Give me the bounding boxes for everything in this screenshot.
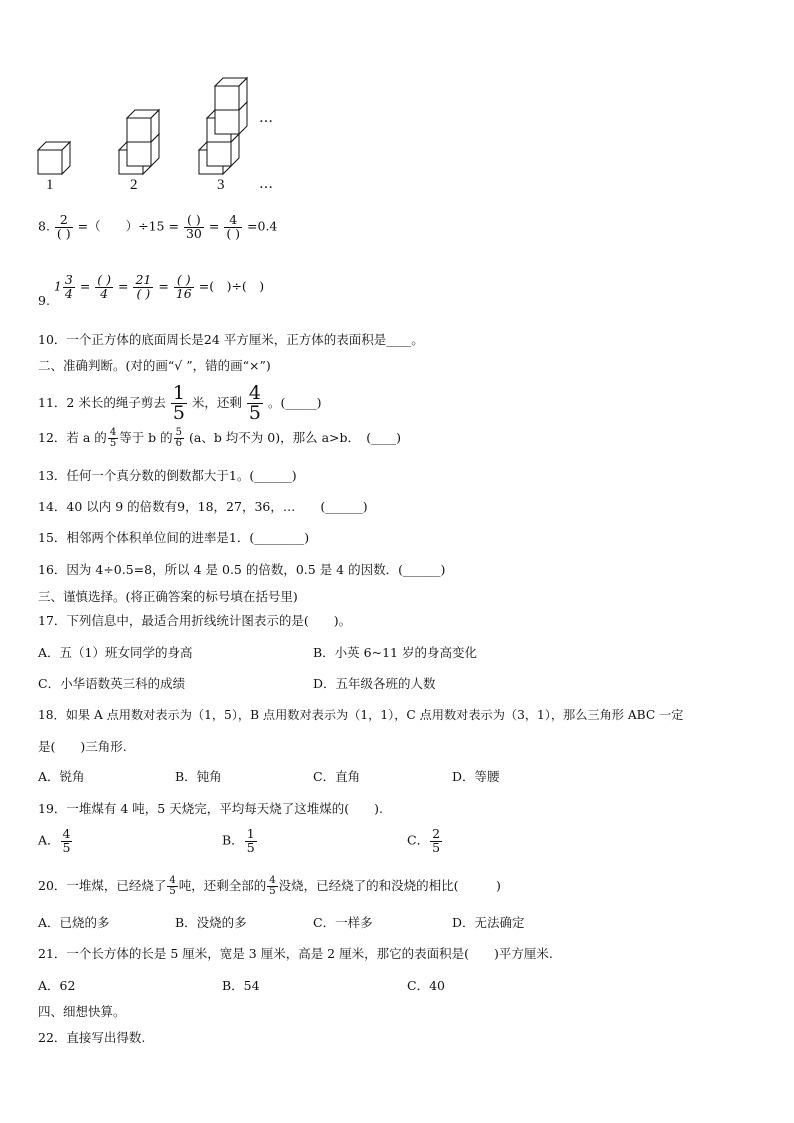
- q12-fraction-1: $\frac{4}{5}$: [109, 427, 117, 449]
- q8-equals: =: [168, 218, 179, 234]
- question-12: [38, 428, 401, 449]
- q8-number: 8.: [38, 218, 50, 234]
- q8-fraction-2: $\frac{( )}{30}$: [185, 212, 202, 241]
- q20-pre: 20．一堆煤，已经烧了: [38, 878, 167, 893]
- q11-post: 。(_____): [267, 395, 322, 410]
- q19-option-a-fraction: $\frac{4}{5}$: [62, 826, 71, 855]
- section-2-heading: 二、准确判断。(对的画“√ ”，错的画“×”): [38, 358, 271, 373]
- q11-pre: 11．2 米长的绳子剪去: [38, 395, 166, 410]
- question-14: 14．40 以内 9 的倍数有9，18，27，36，… (______): [38, 499, 368, 514]
- question-21: 21．一个长方体的长是 5 厘米，宽是 3 厘米，高是 2 厘米，那它的表面积是( )平方厘米.: [38, 946, 553, 961]
- question-17: 17．下列信息中，最适合用折线统计图表示的是( )。: [38, 613, 352, 628]
- cube-stack-3: [199, 78, 247, 174]
- cube-stack-2: [119, 110, 159, 174]
- q18-option-c: C．直角: [313, 769, 361, 784]
- q9-fraction-1: $\frac{3}{4}$: [64, 272, 73, 301]
- q9-fraction-3: $\frac{21}{( )}$: [135, 272, 152, 301]
- q19-option-c-fraction: $\frac{2}{5}$: [432, 826, 441, 855]
- q12-fraction-2: $\frac{5}{6}$: [175, 427, 183, 449]
- q20-mid: 吨，还剩全部的: [178, 878, 267, 893]
- figure-label-2: 2: [130, 177, 138, 193]
- q8-fraction-1: $\frac{2}{( )}$: [56, 212, 71, 241]
- q11-mid: 米，还剩: [191, 395, 242, 410]
- figure-label-1: 1: [46, 177, 54, 193]
- q21-option-a: A．62: [38, 978, 76, 993]
- q9-equals-1: =: [79, 278, 91, 294]
- q21-option-c: C．40: [407, 978, 445, 993]
- question-13: 13．任何一个真分数的倒数都大于1。(______): [38, 468, 297, 483]
- q9-tail: =( )÷( ): [198, 278, 265, 294]
- q19-option-b: B． $\frac{1}{5}$: [222, 826, 255, 855]
- figure-dots-bottom: …: [259, 176, 273, 192]
- q8-equals-2: =: [208, 218, 220, 234]
- question-18: 18．如果 A 点用数对表示为（1，5），B 点用数对表示为（1，1），C 点用数对表示为（3，1），那么三角形 ABC 一定: [38, 708, 684, 722]
- q11-fraction-1: $\frac{1}{5}$: [172, 382, 185, 424]
- q9-number: 9.: [38, 292, 50, 308]
- q9-fraction-2: $\frac{( )}{4}$: [97, 272, 112, 301]
- q20-fraction-2: $\frac{4}{5}$: [269, 875, 276, 897]
- question-22: 22．直接写出得数.: [38, 1030, 146, 1045]
- q12-post: (a、b 均不为 0)，那么 a>b． (____): [189, 430, 402, 445]
- q9-equals-2: =: [118, 278, 129, 294]
- q19-option-b-fraction: $\frac{1}{5}$: [246, 826, 255, 855]
- q20-option-c: C．一样多: [313, 915, 373, 930]
- question-11: [38, 384, 322, 423]
- q8-fraction-3: $\frac{4}{( )}$: [226, 212, 241, 241]
- question-15: 15．相邻两个体积单位间的进率是1．(________): [38, 530, 310, 545]
- q9-fraction-4: $\frac{( )}{16}$: [175, 272, 192, 301]
- q18-option-a: A．锐角: [38, 769, 85, 784]
- q20-option-a: A．已烧的多: [38, 915, 110, 930]
- section-3-heading: 三、谨慎选择。(将正确答案的标号填在括号里): [38, 589, 298, 604]
- figure-dots-top: …: [259, 110, 273, 126]
- q21-option-b: B．54: [222, 978, 260, 993]
- q17-option-b: B．小英 6~11 岁的身高变化: [313, 645, 477, 660]
- question-8: [38, 214, 277, 240]
- q18-option-b: B．钝角: [175, 769, 222, 784]
- question-10: 10．一个正方体的底面周长是24 平方厘米，正方体的表面积是____。: [38, 332, 424, 347]
- q17-option-d: D．五年级各班的人数: [313, 676, 436, 691]
- question-18-cont: 是( )三角形.: [38, 739, 127, 754]
- q17-option-c: C．小华语数英三科的成绩: [38, 676, 186, 691]
- section-4-heading: 四、细想快算。: [38, 1004, 126, 1019]
- q12-pre: 12．若 a 的: [38, 430, 107, 445]
- figure-label-3: 3: [217, 177, 225, 193]
- q8-division: =（ ）÷15: [77, 218, 165, 234]
- question-16: 16．因为 4÷0.5=8，所以 4 是 0.5 的倍数，0.5 是 4 的因数．(______): [38, 562, 446, 577]
- question-20: [38, 876, 501, 897]
- q19-option-c: C． $\frac{2}{5}$: [407, 826, 441, 855]
- question-9: [38, 272, 265, 308]
- q18-option-d: D．等腰: [452, 769, 500, 784]
- q20-fraction-1: $\frac{4}{5}$: [169, 875, 176, 897]
- q20-option-b: B．没烧的多: [175, 915, 247, 930]
- q17-option-a: A．五（1）班女同学的身高: [38, 645, 193, 660]
- q12-mid: 等于 b 的: [119, 430, 173, 445]
- q19-option-a: A． $\frac{4}{5}$: [38, 826, 71, 855]
- question-19: 19．一堆煤有 4 吨，5 天烧完，平均每天烧了这堆煤的( ).: [38, 801, 383, 816]
- q11-fraction-2: $\frac{4}{5}$: [248, 382, 261, 424]
- cube-stack-figure: [0, 0, 794, 210]
- q9-equals-3: =: [158, 278, 169, 294]
- q20-option-d: D．无法确定: [452, 915, 525, 930]
- cube-stack-1: [38, 142, 70, 174]
- q20-post: 没烧，已经烧了的和没烧的相比( ): [278, 878, 501, 893]
- q9-whole: 1: [53, 278, 62, 294]
- q8-tail: =0.4: [247, 218, 278, 234]
